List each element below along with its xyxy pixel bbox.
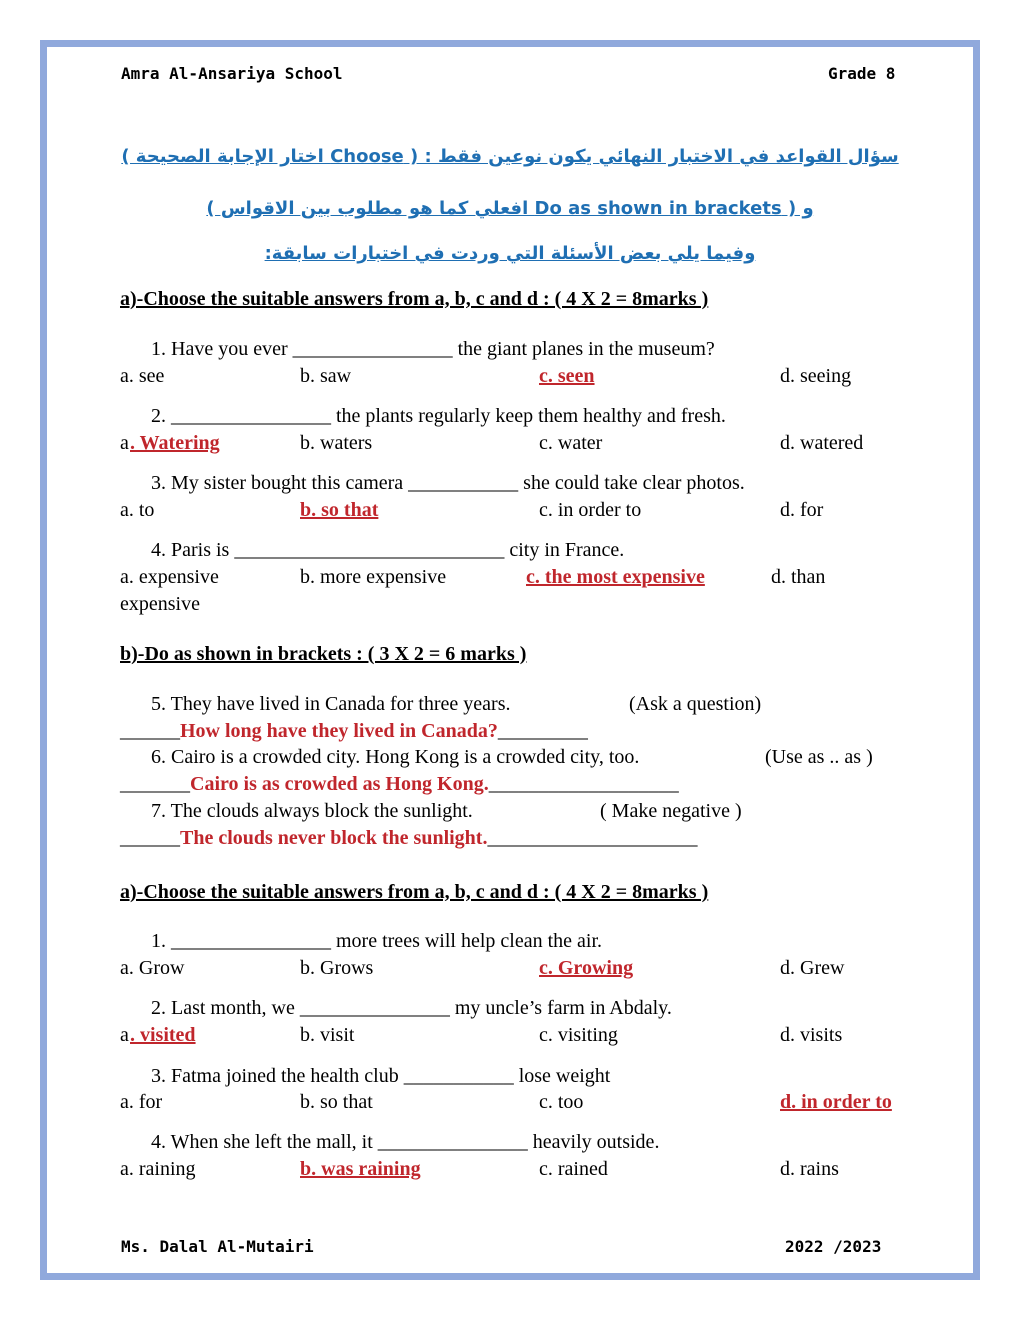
option-a-letter: a: [120, 432, 129, 454]
arabic-instruction-2: و ( Do as shown in brackets افعلي كما هو مطلوب بين الاقواس ): [206, 198, 814, 219]
option-a: a. for: [120, 1091, 163, 1113]
option-b: b. so that: [300, 1091, 373, 1113]
option-b-correct: b. was raining: [300, 1158, 421, 1180]
option-d: d. Grew: [780, 957, 845, 979]
school-year: 2022 /2023: [785, 1237, 882, 1256]
option-b: b. more expensive: [300, 566, 447, 588]
option-a: a. expensive: [120, 566, 219, 588]
answer-text: The clouds never block the sunlight.: [180, 827, 488, 849]
instruction-bracket: (Use as .. as ): [765, 746, 873, 768]
option-a-letter: a: [120, 1024, 129, 1046]
question-text: 3. Fatma joined the health club ___________ lose weight: [151, 1065, 611, 1087]
option-c-correct: c. the most expensive: [526, 566, 705, 588]
question-text: 7. The clouds always block the sunlight.: [151, 800, 473, 822]
option-d: d. seeing: [780, 365, 852, 387]
section-heading-choose: a)-Choose the suitable answers from a, b, c and d : ( 4 X 2 = 8marks ): [120, 288, 709, 310]
question-text: 4. When she left the mall, it _______________ heavily outside.: [151, 1131, 660, 1153]
blank-post: _____________________: [487, 827, 698, 849]
teacher-name: Ms. Dalal Al-Mutairi: [121, 1237, 314, 1256]
option-a: a. Grow: [120, 957, 185, 979]
option-c: c. water: [539, 432, 603, 454]
grade-label: Grade 8: [828, 64, 896, 83]
section-heading-brackets: b)-Do as shown in brackets : ( 3 X 2 = 6 marks ): [120, 643, 527, 665]
option-d: d. watered: [780, 432, 864, 454]
question-text: 2. Last month, we _______________ my uncle’s farm in Abdaly.: [151, 997, 672, 1019]
question-text: 5. They have lived in Canada for three years.: [151, 693, 511, 715]
option-d: d. than: [771, 566, 826, 588]
option-b: b. waters: [300, 432, 373, 454]
answer-text: Cairo is as crowded as Hong Kong.: [190, 773, 489, 795]
question-text: 4. Paris is ___________________________ city in France.: [151, 539, 625, 561]
instruction-bracket: ( Make negative ): [600, 800, 742, 822]
blank-pre: ______: [120, 827, 180, 849]
option-c: c. visiting: [539, 1024, 618, 1046]
option-c: c. rained: [539, 1158, 608, 1180]
instruction-bracket: (Ask a question): [629, 693, 762, 715]
option-d: d. rains: [780, 1158, 839, 1180]
option-c-correct: c. Growing: [539, 957, 634, 979]
option-b: b. saw: [300, 365, 352, 387]
option-b: b. Grows: [300, 957, 374, 979]
option-a: a. see: [120, 365, 165, 387]
option-a-correct: . Watering: [130, 432, 220, 454]
answer-line: [120, 827, 697, 850]
option-b-correct: b. so that: [300, 499, 379, 521]
option-c: c. too: [539, 1091, 584, 1113]
option-d: d. for: [780, 499, 824, 521]
question-text: 1. ________________ more trees will help clean the air.: [151, 930, 603, 952]
blank-post: _________: [497, 720, 588, 742]
option-d-correct: d. in order to: [780, 1091, 892, 1113]
school-name: Amra Al-Ansariya School: [121, 64, 343, 83]
option-c-correct: c. seen: [539, 365, 595, 387]
question-text: 2. ________________ the plants regularly keep them healthy and fresh.: [151, 405, 726, 427]
option-b: b. visit: [300, 1024, 355, 1046]
option-a: a. to: [120, 499, 155, 521]
blank-pre: ______: [120, 720, 180, 742]
option-a-wrap: expensive: [120, 593, 200, 615]
blank-pre: _______: [120, 773, 190, 795]
option-d: d. visits: [780, 1024, 843, 1046]
arabic-instruction-1: سؤال القواعد في الاختبار النهائي يكون نوعين فقط : ( Choose اختار الإجابة الصحيحة ): [121, 146, 899, 167]
answer-line: [120, 773, 679, 796]
answer-text: How long have they lived in Canada?: [180, 720, 498, 742]
question-text: 1. Have you ever ________________ the giant planes in the museum?: [151, 338, 715, 360]
blank-post: ___________________: [488, 773, 679, 795]
question-text: 6. Cairo is a crowded city. Hong Kong is a crowded city, too.: [151, 746, 640, 768]
question-text: 3. My sister bought this camera ___________ she could take clear photos.: [151, 472, 745, 494]
option-a: a. raining: [120, 1158, 196, 1180]
section-heading-choose-2: a)-Choose the suitable answers from a, b, c and d : ( 4 X 2 = 8marks ): [120, 881, 709, 903]
option-a-correct: . visited: [130, 1024, 196, 1046]
arabic-instruction-3: وفيما يلي بعض الأسئلة التي وردت في اختبارات سابقة:: [264, 243, 756, 264]
answer-line: [120, 720, 588, 743]
option-c: c. in order to: [539, 499, 642, 521]
